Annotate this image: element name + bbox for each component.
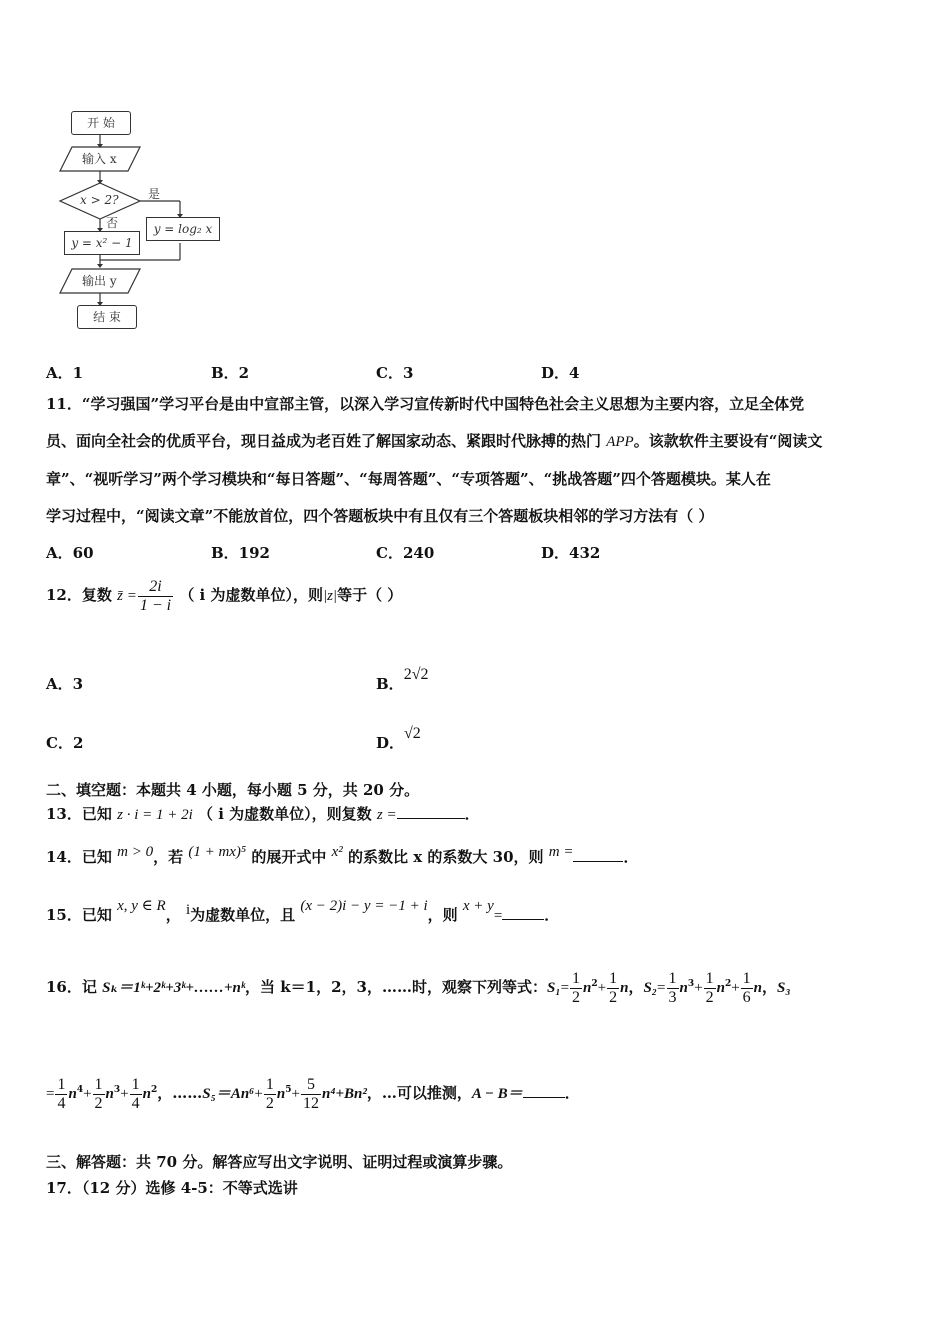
q14-end: ． [623, 848, 639, 866]
q12-option-b-label: B． [376, 675, 404, 693]
q13-stem [46, 803, 480, 824]
q12-zbar: z̄ = [117, 588, 137, 604]
q15-stem [46, 900, 559, 931]
q12-mid: （ i 为虚数单位），则 [179, 586, 323, 604]
q11-option-a: A．60 [46, 544, 94, 562]
q17-stem: 17．（12 分）选修 4-5：不等式选讲 [46, 1179, 298, 1197]
q15-expression: x + y [462, 898, 494, 914]
q16-s1: S₁ [546, 980, 561, 996]
q16-prefix: 16．记 [46, 978, 103, 996]
flowchart-output: 输出 y [82, 274, 117, 288]
q15-i: i [185, 902, 191, 918]
flowchart-yes-label: 是 [148, 187, 161, 201]
q16-line-1-mid: ，当 k＝1，2，3，……时，观察下列等式： [245, 978, 547, 996]
q12-option-b [376, 666, 429, 694]
q12-option-b-value: 2√2 [403, 666, 429, 683]
q16-sk-definition: Sₖ＝1ᵏ+2ᵏ+3ᵏ+……+nᵏ [102, 980, 246, 996]
q13-answer-label: z = [376, 807, 397, 823]
q11-option-d: D．432 [541, 544, 601, 562]
q11-line-4: 学习过程中，“阅读文章”不能放首位，四个答题板块中有且仅有三个答题板块相邻的学习方法有（ ） [46, 507, 714, 525]
q13-mid: （ i 为虚数单位），则复数 [198, 805, 372, 823]
q14-stem [46, 842, 639, 873]
q15-condition: x, y ∈ R [117, 898, 166, 914]
q11-line-3: 章”、“视听学习”两个学习模块和“每日答题”、“每周答题”、“专项答题”、“挑战答题”四个答题模块。某人在 [46, 470, 771, 488]
q12-abs-z: |z| [322, 588, 338, 604]
q11-line-1: 11．“学习强国”学习平台是由中宣部主管，以深入学习宣传新时代中国特色社会主义思想为主要内容，立足全体党 [46, 395, 805, 413]
q16-s5: S₅＝An⁶ [202, 1086, 255, 1102]
q15-mid-3: ，则 [427, 906, 458, 924]
q12-option-d [376, 725, 421, 753]
q16-a-minus-b: A − B＝ [471, 1086, 523, 1102]
q12-option-d-label: D． [376, 734, 405, 752]
q14-condition: m > 0 [117, 844, 154, 860]
q12-stem [46, 575, 402, 616]
q16-end: ． [564, 1084, 580, 1102]
q16-s2: S₂ [643, 980, 658, 996]
q10-option-c: C．3 [376, 364, 414, 382]
q12-denominator: 1 − i [139, 596, 172, 614]
q15-end: ． [544, 906, 560, 924]
q12-suffix: 等于（ ） [337, 586, 403, 604]
flowchart-no-label: 否 [106, 216, 119, 230]
q10-option-d: D．4 [541, 364, 580, 382]
q11-app: APP [606, 434, 634, 450]
q14-mid-3: 的系数比 x 的系数大 30，则 [348, 848, 544, 866]
flowchart-left-process: y = x² − 1 [64, 231, 140, 255]
q11-line-2a: 员、面向全社会的优质平台，现日益成为老百姓了解国家动态、紧跟时代脉搏的热门 [46, 432, 607, 450]
q16-s3: S₃ [777, 980, 791, 996]
q12-fraction [138, 578, 173, 615]
q11-line-2b: 。该款软件主要设有“阅读文 [633, 432, 823, 450]
q14-answer-label: m = [548, 844, 574, 860]
q12-option-a: A．3 [46, 675, 84, 693]
section-3-title: 三、解答题：共 70 分。解答应写出文字说明、证明过程或演算步骤。 [46, 1153, 513, 1171]
q13-blank[interactable] [397, 804, 465, 819]
q10-option-a: A．1 [46, 364, 84, 382]
q16-line-2: = $\frac{1}{4}$ $n^4+$ $\frac{1}{2}$ $n^3+$ $\frac{1}{4}$ $n^2$，……S₅＝An⁶+ $\frac{1}{2}$ $n^5+$ $\frac{5}{12}$ n⁴+Bn²，…可以推测，A − B＝ ． [46, 1075, 580, 1112]
flowchart-end: 结 束 [77, 305, 137, 329]
q14-expression: (1 + mx)⁵ [188, 844, 247, 860]
q15-prefix: 15．已知 [46, 906, 112, 924]
q14-mid-1: ，若 [153, 848, 184, 866]
q11-option-c: C．240 [376, 544, 435, 562]
q16-ellipsis: ，…… [157, 1084, 203, 1102]
q12-option-c: C．2 [46, 734, 84, 752]
flowchart-condition: x > 2? [80, 193, 119, 207]
q11-option-b: B．192 [211, 544, 270, 562]
q14-blank[interactable] [573, 847, 623, 862]
q13-end: ． [464, 805, 480, 823]
flowchart-right-process: y = log₂ x [146, 217, 220, 241]
q12-numerator: 2i [138, 578, 173, 597]
flowchart-input: 输入 x [82, 152, 117, 166]
q12-option-d-value: √2 [404, 725, 421, 742]
q15-blank[interactable] [502, 905, 544, 920]
q13-equation: z · i = 1 + 2i [117, 807, 193, 823]
q15-mid-2: 为虚数单位，且 [190, 906, 296, 924]
q16-infer: ，…可以推测， [366, 1084, 472, 1102]
q14-mid-2: 的展开式中 [251, 848, 327, 866]
q10-option-b: B．2 [211, 364, 250, 382]
q16-line-1: 16．记 Sₖ＝1ᵏ+2ᵏ+3ᵏ+……+nᵏ，当 k＝1，2，3，……时，观察下列等式：S₁= $\frac{1}{2}$ $n^2+$ $\frac{1}{2}$ n，S₂= $\frac{1}{3}$ $n^3+$ $\frac{1}{2}$ $n^2+$ $\frac{1}{6}$ n，S₃ [46, 969, 791, 1006]
q14-prefix: 14．已知 [46, 848, 112, 866]
q15-mid-1: ， [165, 906, 181, 924]
q16-blank[interactable] [523, 1083, 565, 1098]
q16-bn: n⁴+Bn² [321, 1086, 367, 1102]
q11-line-2 [46, 423, 906, 461]
q11-text [46, 386, 906, 535]
q15-equation: (x − 2)i − y = −1 + i [300, 898, 428, 914]
q14-x-squared: x² [331, 844, 343, 860]
q13-prefix: 13．已知 [46, 805, 112, 823]
q12-prefix: 12．复数 [46, 586, 112, 604]
flowchart-start: 开 始 [71, 111, 131, 135]
q15-equals: = [493, 908, 503, 924]
section-2-title: 二、填空题：本题共 4 小题，每小题 5 分，共 20 分。 [46, 781, 420, 799]
